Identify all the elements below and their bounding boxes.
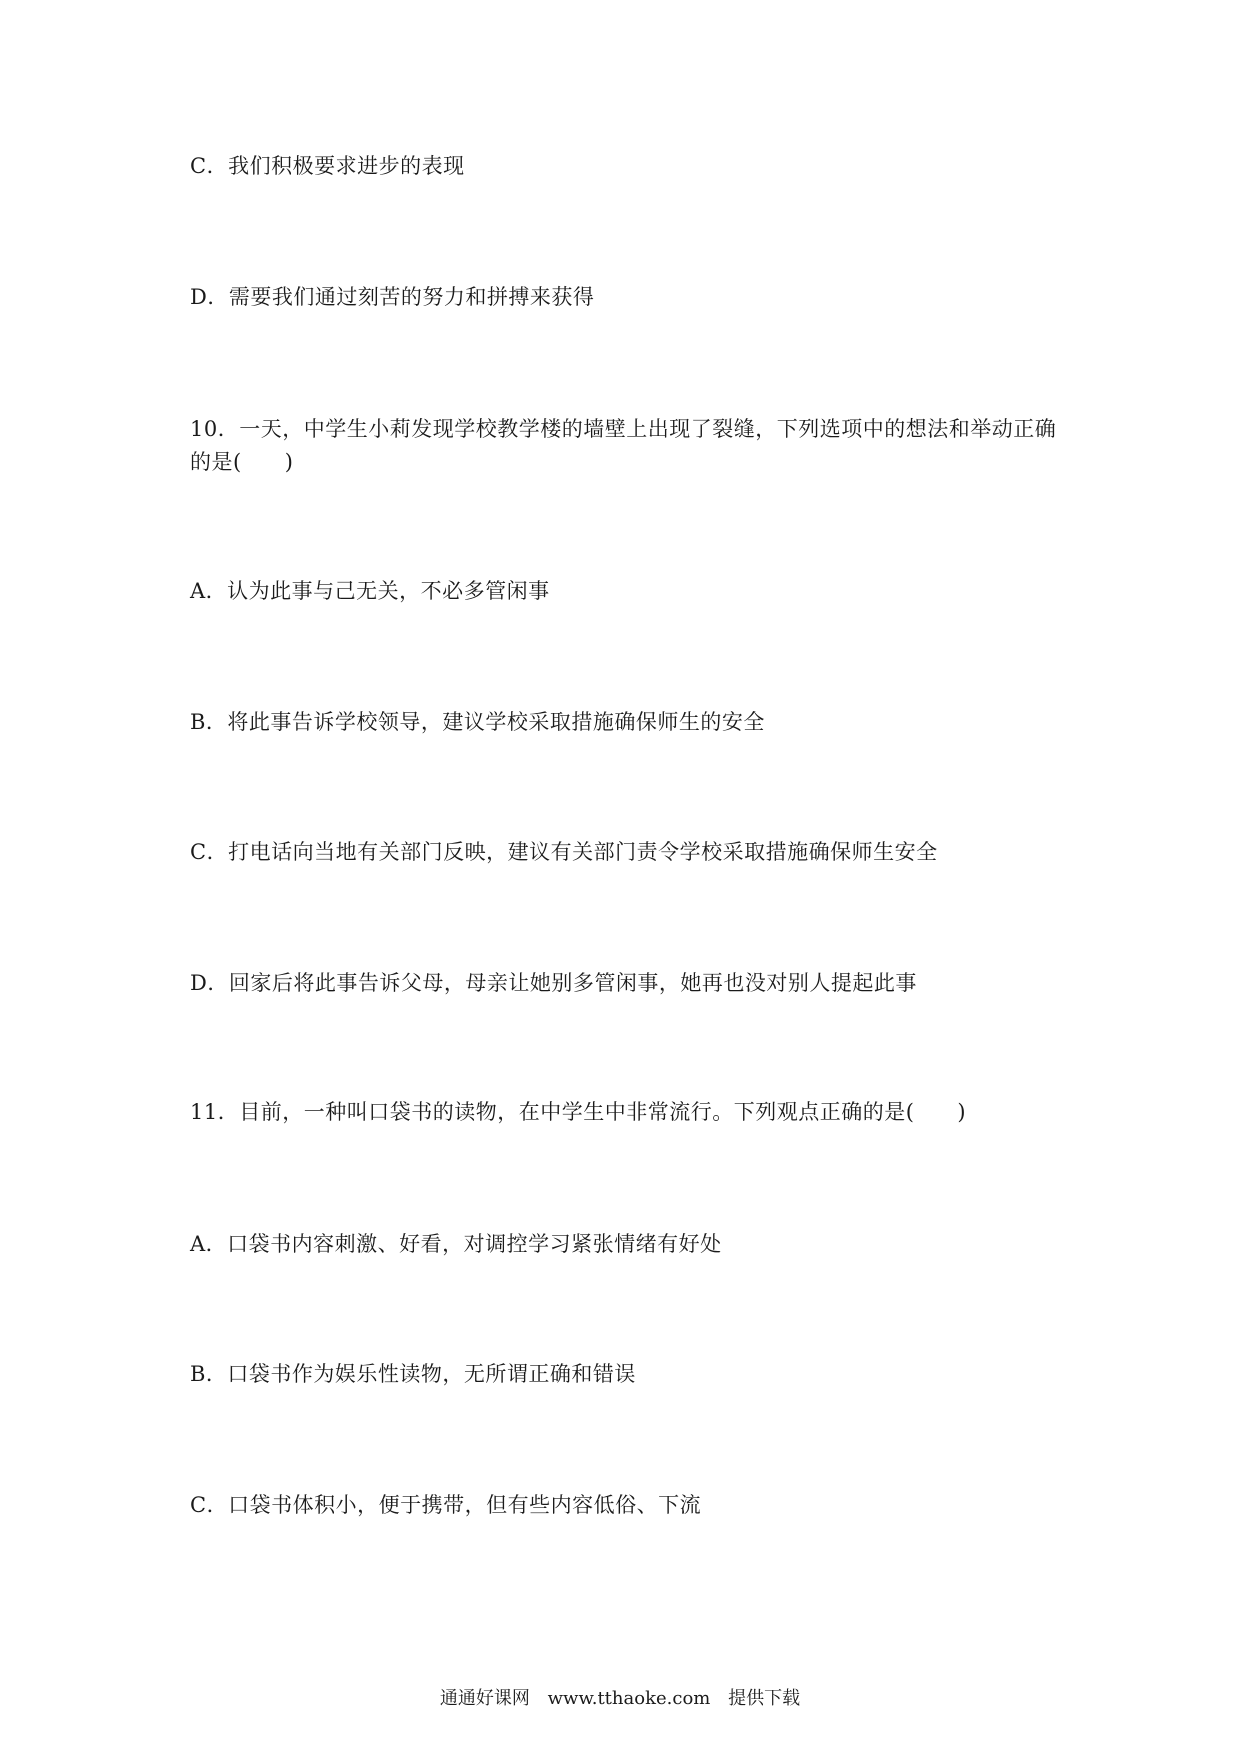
question-10-option-b: B．将此事告诉学校领导，建议学校采取措施确保师生的安全 (190, 710, 765, 734)
footer-site-name: 通通好课网 (439, 1688, 530, 1709)
question-11-option-c: C．口袋书体积小，便于携带，但有些内容低俗、下流 (190, 1493, 702, 1517)
question-11-stem: 11．目前，一种叫口袋书的读物，在中学生中非常流行。下列观点正确的是( ) (190, 1100, 967, 1124)
footer-url: www.tthaoke.com (547, 1688, 711, 1709)
page-footer (0, 1687, 1240, 1711)
question-11-option-b: B．口袋书作为娱乐性读物，无所谓正确和错误 (190, 1362, 636, 1386)
footer-suffix: 提供下载 (728, 1688, 801, 1709)
question-10-stem-line2: 的是( ) (190, 450, 294, 474)
question-10-option-d: D．回家后将此事告诉父母，母亲让她别多管闲事，她再也没对别人提起此事 (190, 971, 917, 995)
question-10-option-a: A．认为此事与己无关，不必多管闲事 (190, 579, 550, 603)
option-d-prev: D．需要我们通过刻苦的努力和拼搏来获得 (190, 285, 595, 309)
option-c-prev: C．我们积极要求进步的表现 (190, 154, 465, 178)
question-10-stem-line1: 10．一天，中学生小莉发现学校教学楼的墙壁上出现了裂缝，下列选项中的想法和举动正确 (190, 417, 1057, 441)
question-11-option-a: A．口袋书内容刺激、好看，对调控学习紧张情绪有好处 (190, 1232, 722, 1256)
question-10-option-c: C．打电话向当地有关部门反映，建议有关部门责令学校采取措施确保师生安全 (190, 840, 938, 864)
